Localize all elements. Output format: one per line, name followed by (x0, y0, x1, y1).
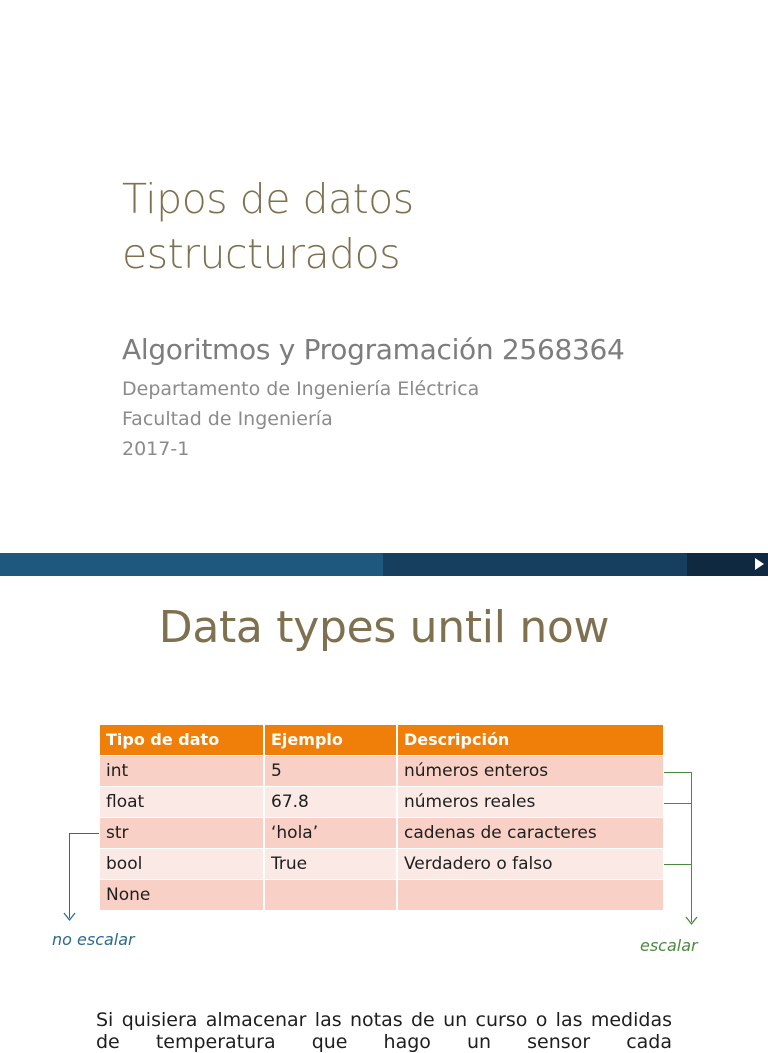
no-escalar-arrow-icon (63, 912, 76, 922)
slide-title (122, 172, 414, 282)
faculty-text: Facultad de Ingeniería (122, 408, 333, 430)
no-escalar-label: no escalar (52, 930, 135, 949)
escalar-connector-int (664, 772, 692, 773)
table-cell: Verdadero o falso (397, 848, 663, 879)
escalar-arrow-icon (685, 916, 698, 926)
table-cell: None (100, 879, 264, 910)
term-text: 2017-1 (122, 438, 190, 460)
slide-title-line-1: Tipos de datos (122, 175, 414, 223)
table-row (100, 848, 663, 879)
department-text: Departamento de Ingeniería Eléctrica (122, 378, 480, 400)
escalar-connector-float (664, 803, 692, 804)
table-cell: números enteros (397, 755, 663, 786)
data-types-table (100, 725, 663, 911)
table-cell (397, 879, 663, 910)
table-cell: bool (100, 848, 264, 879)
no-escalar-connector-horizontal (69, 833, 99, 834)
table-cell: 67.8 (264, 786, 397, 817)
table-cell: float (100, 786, 264, 817)
no-escalar-connector-vertical (69, 833, 70, 918)
table-header-row (100, 725, 663, 755)
escalar-connector-vertical (691, 772, 692, 922)
table-header-example: Ejemplo (264, 725, 397, 755)
escalar-connector-bool (664, 864, 692, 865)
band-segment-2 (383, 553, 687, 576)
table-row (100, 786, 663, 817)
table-cell: cadenas de caracteres (397, 817, 663, 848)
table-row (100, 879, 663, 910)
course-meta (122, 374, 479, 464)
table-cell: True (264, 848, 397, 879)
table-cell: 5 (264, 755, 397, 786)
table-header-type: Tipo de dato (100, 725, 264, 755)
slide-divider-band (0, 553, 768, 576)
table-cell: ‘hola’ (264, 817, 397, 848)
table-cell: str (100, 817, 264, 848)
table-row (100, 755, 663, 786)
table-row (100, 817, 663, 848)
data-types-slide (0, 576, 768, 1053)
table-cell: números reales (397, 786, 663, 817)
course-subtitle: Algoritmos y Programación 2568364 (122, 333, 625, 366)
table-header-description: Descripción (397, 725, 663, 755)
slide2-title: Data types until now (158, 602, 610, 653)
slide-title-line-2: estructurados (122, 230, 401, 278)
body-paragraph: Si quisiera almacenar las notas de un curso o las medidas de temperatura que hago un sensor cada (96, 1009, 672, 1053)
table-cell (264, 879, 397, 910)
band-segment-1 (0, 553, 383, 576)
band-arrow-icon (755, 558, 764, 570)
table-cell: int (100, 755, 264, 786)
escalar-label: escalar (640, 936, 698, 955)
